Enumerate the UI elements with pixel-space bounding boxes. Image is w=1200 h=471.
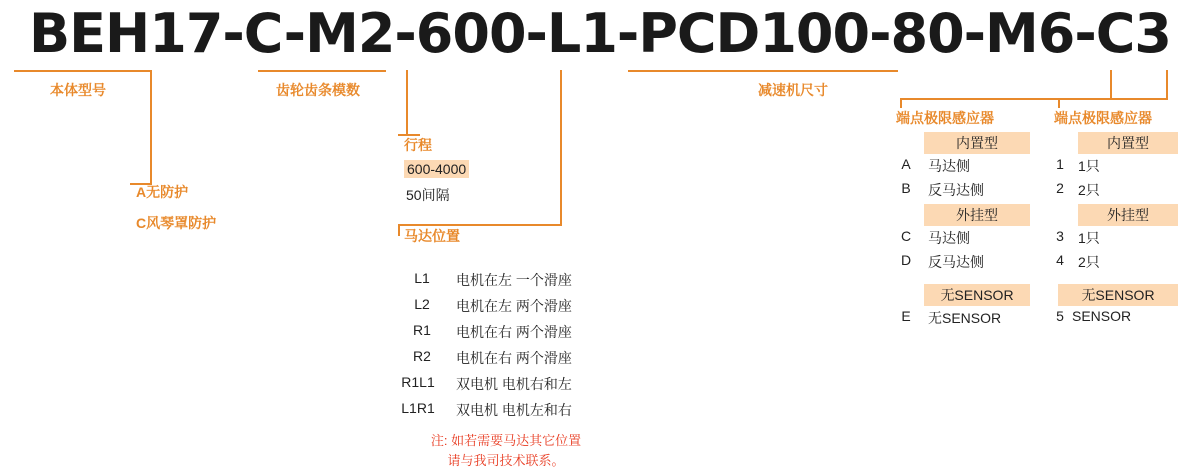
motor-note-line1: 注: 如若需要马达其它位置 (430, 433, 582, 448)
motor-row-code: R2 (413, 348, 431, 364)
connector-line-stroke-vert (406, 70, 408, 136)
motor-row-desc: 双电机 电机左和右 (456, 402, 572, 418)
sensor-right-code: 2 (1056, 180, 1064, 196)
sensor-right-desc: SENSOR (1072, 308, 1132, 324)
sensor-left-desc: 马达侧 (928, 230, 970, 246)
sensor-left-code: C (900, 228, 912, 244)
connector-line-gear-module (258, 70, 386, 72)
connector-line-motor-drop (398, 224, 400, 236)
sensor-right-code: 5 (1056, 308, 1064, 324)
motor-row-desc: 电机在右 两个滑座 (456, 350, 572, 366)
sensor-left-code: B (901, 180, 911, 196)
sensor-left-group3-title: 无SENSOR (924, 284, 1030, 306)
motor-note-line2: 请与我司技术联系。 (447, 453, 565, 468)
sensor-right-group2-title: 外挂型 (1078, 204, 1178, 226)
option-protection-c (136, 213, 216, 233)
motor-row-desc: 双电机 电机右和左 (456, 376, 572, 392)
label-sensor-left: 端点极限感应器 (896, 110, 994, 126)
sensor-right-desc: 1只 (1078, 230, 1100, 246)
motor-row-code: L2 (414, 296, 430, 312)
sensor-right-group3-title: 无SENSOR (1058, 284, 1178, 306)
stroke-interval: 50间隔 (406, 187, 450, 203)
label-motor-position: 马达位置 (404, 228, 460, 244)
label-reducer-size: 减速机尺寸 (758, 82, 828, 98)
sensor-right-code: 3 (1056, 228, 1064, 244)
sensor-left-code: E (901, 308, 911, 324)
sensor-right-group1-title: 内置型 (1078, 132, 1178, 154)
option-protection-a-code: A (136, 184, 147, 200)
option-protection-c-code: C (136, 215, 147, 231)
sensor-left-desc: 反马达侧 (928, 254, 984, 270)
label-stroke: 行程 (404, 137, 432, 153)
connector-line-body-model-vert (150, 70, 152, 185)
connector-line-sensor-left-vert (1110, 70, 1112, 100)
motor-row-desc: 电机在右 两个滑座 (456, 324, 572, 340)
part-number-title: BEH17-C-M2-600-L1-PCD100-80-M6-C3 (29, 2, 1171, 65)
sensor-right-code: 4 (1056, 252, 1064, 268)
connector-line-sensor-left-drop (900, 98, 902, 108)
sensor-right-desc: 2只 (1078, 254, 1100, 270)
sensor-left-desc: 马达侧 (928, 158, 970, 174)
sensor-left-group1-title: 内置型 (924, 132, 1030, 154)
sensor-left-code: D (900, 252, 912, 268)
connector-line-sensor-right-vert (1166, 70, 1168, 100)
sensor-left-group2-title: 外挂型 (924, 204, 1030, 226)
sensor-right-desc: 2只 (1078, 182, 1100, 198)
motor-row-code: L1R1 (401, 400, 435, 416)
option-protection-a-desc: 无防护 (146, 184, 189, 200)
motor-row-code: R1L1 (401, 374, 435, 390)
sensor-right-desc: 1只 (1078, 158, 1100, 174)
motor-row-code: R1 (413, 322, 431, 338)
label-gear-module: 齿轮齿条模数 (276, 82, 360, 98)
connector-line-sensor-right-drop (1058, 98, 1060, 108)
connector-line-reducer (628, 70, 898, 72)
sensor-left-desc: 无SENSOR (928, 310, 1002, 326)
connector-line-body-model (14, 70, 152, 72)
connector-line-sensor-right (1058, 98, 1168, 100)
sensor-left-desc: 反马达侧 (928, 182, 984, 198)
label-body-model: 本体型号 (50, 82, 106, 98)
stroke-range: 600-4000 (404, 160, 469, 178)
option-protection-a (136, 182, 188, 202)
sensor-left-code: A (901, 156, 911, 172)
motor-row-desc: 电机在左 两个滑座 (456, 298, 572, 314)
motor-row-desc: 电机在左 一个滑座 (456, 272, 572, 288)
sensor-right-code: 1 (1056, 156, 1064, 172)
motor-row-code: L1 (414, 270, 430, 286)
option-protection-c-desc: 风琴罩防护 (146, 215, 217, 231)
label-sensor-right: 端点极限感应器 (1054, 110, 1152, 126)
connector-line-motor-vert (560, 70, 562, 226)
